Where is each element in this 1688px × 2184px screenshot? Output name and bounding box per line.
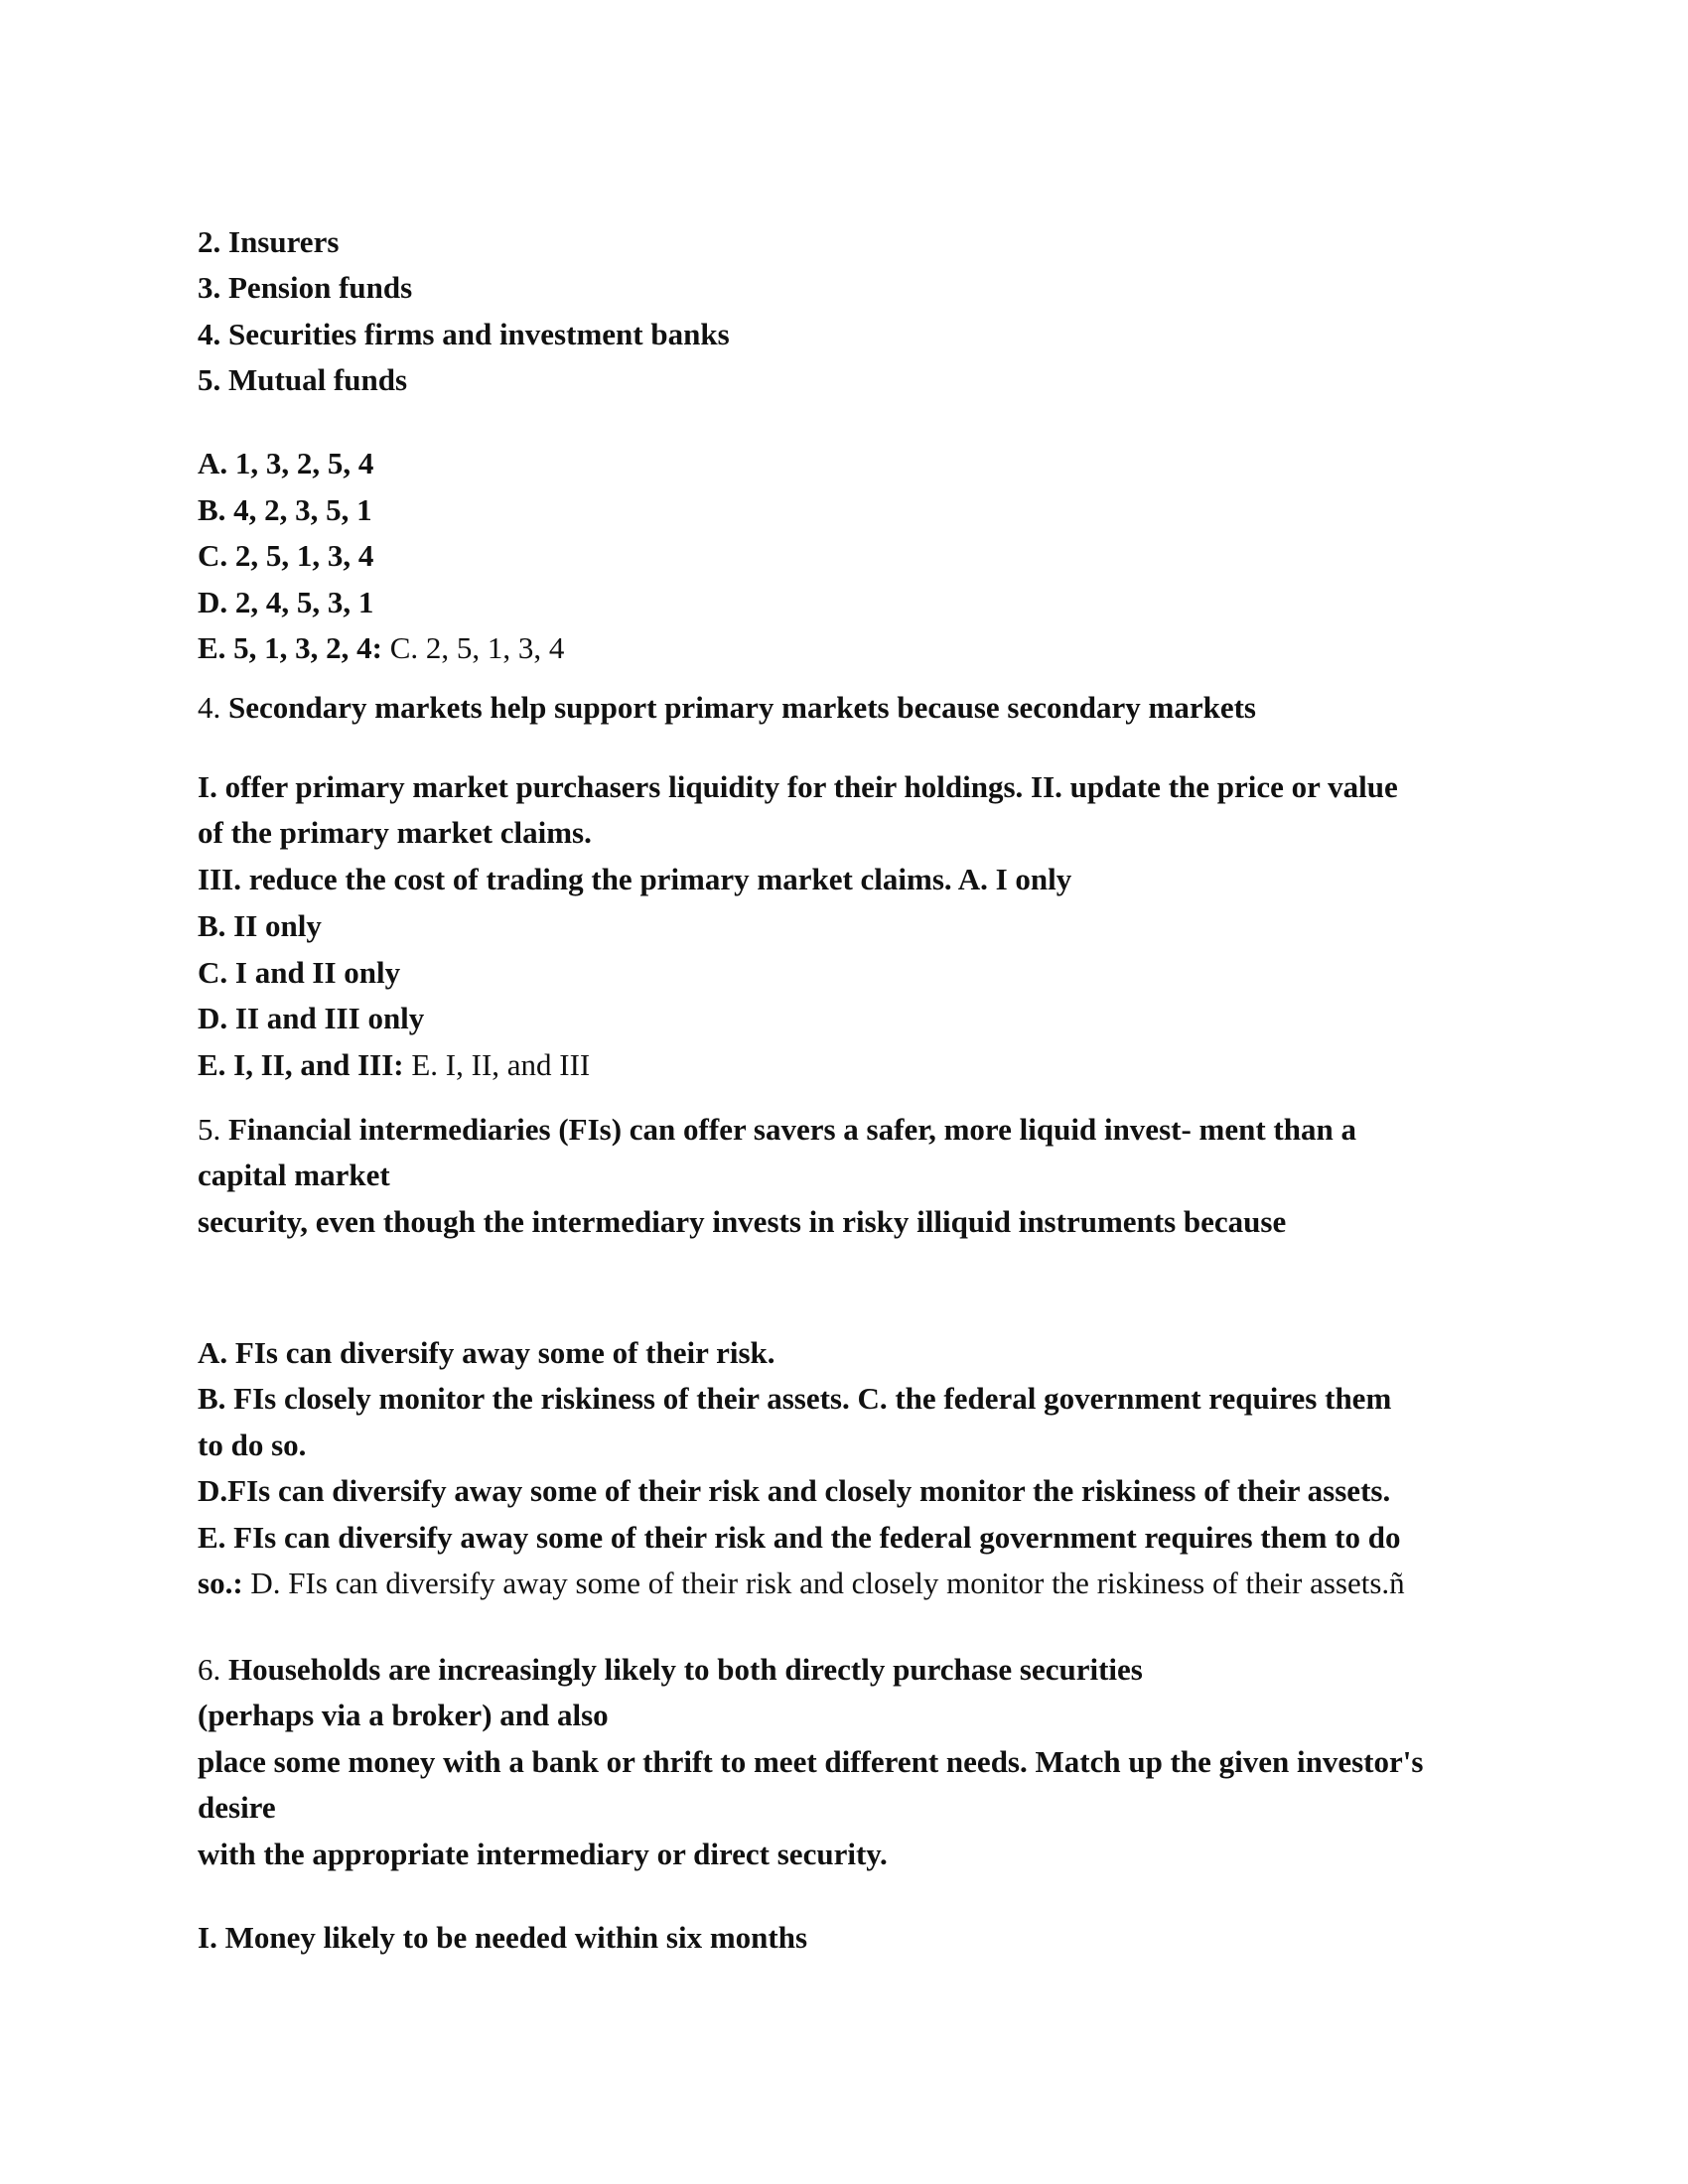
list-item: 4. Securities firms and investment banks xyxy=(198,317,730,351)
answer-option: E. FIs can diversify away some of their risk and the federal government requires them to do xyxy=(198,1520,1401,1555)
answer-option: C. I and II only xyxy=(198,955,401,990)
question-line: (perhaps via a broker) and also xyxy=(198,1698,609,1732)
question-text: Households are increasingly likely to both directly purchase securities xyxy=(220,1652,1143,1687)
list-item: 3. Pension funds xyxy=(198,270,413,305)
question-line: desire xyxy=(198,1790,276,1825)
answer-option: D. II and III only xyxy=(198,1001,425,1035)
answer-option: C. 2, 5, 1, 3, 4 xyxy=(198,538,374,573)
answer-option: B. 4, 2, 3, 5, 1 xyxy=(198,492,372,527)
question-line: III. reduce the cost of trading the primary market claims. A. I only xyxy=(198,862,1072,896)
answer-option: A. 1, 3, 2, 5, 4 xyxy=(198,446,374,480)
answer-option-with-key xyxy=(198,1045,590,1085)
answer-option: D. 2, 4, 5, 3, 1 xyxy=(198,585,374,619)
answer-option-with-key xyxy=(198,1564,1405,1603)
answer-key: E. I, II, and III xyxy=(403,1047,591,1082)
question-line: of the primary market claims. xyxy=(198,815,592,850)
list-item: 5. Mutual funds xyxy=(198,362,408,397)
answer-option: B. II only xyxy=(198,908,322,943)
option-label: so.: xyxy=(198,1566,243,1600)
question-number: 4. xyxy=(198,690,221,725)
question-text: Financial intermediaries (FIs) can offer savers a safer, more liquid invest- ment than a xyxy=(220,1112,1356,1147)
answer-option: B. FIs closely monitor the riskiness of their assets. C. the federal government requires them xyxy=(198,1381,1392,1416)
answer-option-with-key xyxy=(198,628,564,668)
question-5-stem xyxy=(198,1110,1356,1150)
question-line: I. offer primary market purchasers liquidity for their holdings. II. update the price or value xyxy=(198,769,1398,804)
option-label: E. I, II, and III: xyxy=(198,1047,404,1082)
list-item: I. Money likely to be needed within six months xyxy=(198,1920,808,1955)
question-6-stem xyxy=(198,1650,1143,1690)
question-line: capital market xyxy=(198,1158,390,1192)
list-item: 2. Insurers xyxy=(198,224,340,259)
answer-option: to do so. xyxy=(198,1428,307,1462)
answer-option: A. FIs can diversify away some of their risk. xyxy=(198,1335,775,1370)
option-label: E. 5, 1, 3, 2, 4: xyxy=(198,630,382,665)
answer-option: D.FIs can diversify away some of their risk and closely monitor the riskiness of their assets. xyxy=(198,1473,1391,1508)
question-line: security, even though the intermediary invests in risky illiquid instruments because xyxy=(198,1204,1287,1239)
question-line: place some money with a bank or thrift to meet different needs. Match up the given investor's xyxy=(198,1744,1424,1779)
answer-key: D. FIs can diversify away some of their risk and closely monitor the riskiness of their assets.ñ xyxy=(242,1566,1405,1600)
question-line: with the appropriate intermediary or direct security. xyxy=(198,1837,888,1871)
question-number: 5. xyxy=(198,1112,221,1147)
question-number: 6. xyxy=(198,1652,221,1687)
answer-key: C. 2, 5, 1, 3, 4 xyxy=(382,630,565,665)
question-text: Secondary markets help support primary markets because secondary markets xyxy=(220,690,1256,725)
question-4-stem xyxy=(198,688,1256,728)
